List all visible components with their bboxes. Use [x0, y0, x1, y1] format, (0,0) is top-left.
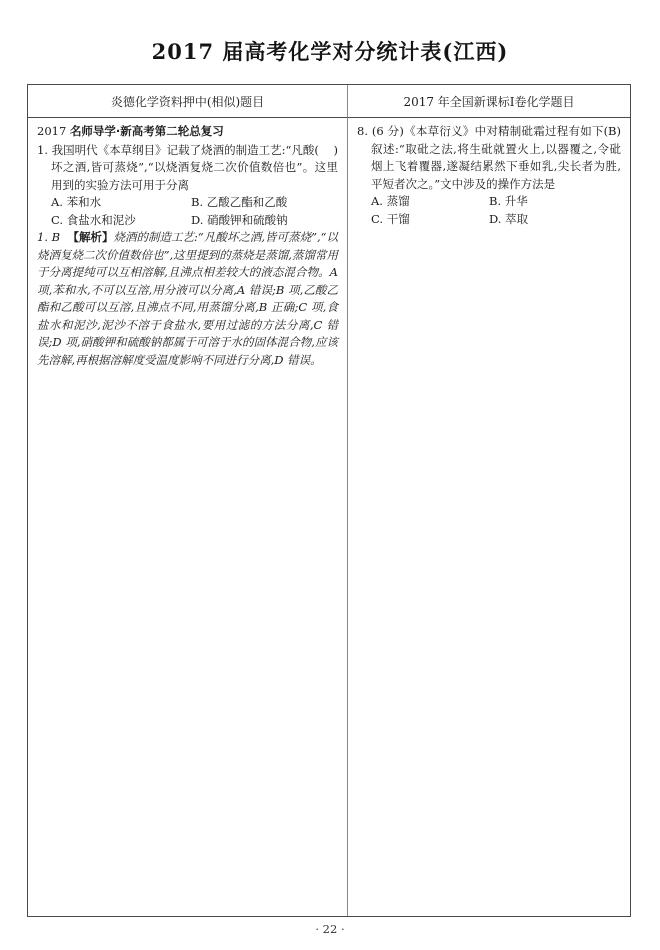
option-c: C. 干馏 — [371, 211, 410, 226]
option-a: A. 苯和水 — [51, 195, 102, 209]
analysis-text: 烧酒的制造工艺:“凡酸坏之酒,皆可蒸烧”,“以烧酒复烧二次价值数倍也”,这里提到的蒸烧是蒸馏,蒸馏常用于分离提纯可以互相溶解,且沸点相差较大的液态混合物。A 项,苯和水,不可以互溶,用分液可以分离,A 错误;B 项,乙酸乙酯和乙酸可以互溶,且沸点不同,用蒸馏分离,B 正确;C 项,食盐水和泥沙,泥沙不溶于食盐水,要用过滤的方法分离,C 错误;D 项,硝酸钾和硫酸钠都属于可溶于水的固体混合物,应该先溶解,再根据溶解度受温度影响不同进行分离,D 错误。 — [37, 230, 339, 367]
option-row — [371, 211, 621, 229]
source-year: 2017 — [37, 124, 70, 138]
page-number: · 22 · — [315, 922, 345, 936]
option-b: B. 升华 — [489, 194, 528, 208]
option-b: B. 乙酸乙酯和乙酸 — [191, 195, 288, 209]
comparison-table — [27, 84, 631, 917]
table-header-right — [348, 85, 630, 118]
option-c: C. 食盐水和泥沙 — [51, 212, 136, 227]
question-8-answer-bracket: (B) — [603, 124, 621, 138]
question-8-text: (B) 8. (6 分)《本草衍义》中对精制砒霜过程有如下叙述:“取砒之法,将生砒就置火上,以器覆之,令砒烟上飞着覆器,遂凝结累然下垂如乳,尖长者为胜,平短者次之。”文中涉及的操作方法是 — [357, 124, 621, 191]
option-d: D. 硝酸钾和硫酸钠 — [191, 212, 288, 227]
table-header-left — [28, 85, 348, 118]
page-title: 2017 届高考化学对分统计表(江西) — [151, 39, 509, 64]
option-a: A. 蒸馏 — [371, 194, 410, 208]
header-left-label: 炎德化学资料押中(相似)题目 — [110, 94, 265, 109]
analysis-label: 【解析】 — [67, 230, 114, 244]
source-line — [37, 123, 338, 141]
question-1-analysis — [37, 229, 338, 369]
analysis-answer-number: 1. B — [37, 230, 68, 244]
question-1-options — [51, 194, 338, 229]
left-column-cell — [28, 118, 348, 916]
header-right-label: 2017 年全国新课标Ⅰ卷化学题目 — [403, 94, 575, 109]
source-title: 名师导学·新高考第二轮总复习 — [69, 124, 224, 138]
option-row — [371, 193, 621, 211]
question-1-answer-bracket: ( ) — [314, 142, 338, 157]
question-1-text: ( ) 1. 我国明代《本草纲目》记载了烧酒的制造工艺:“凡酸坏之酒,皆可蒸烧”,“以烧酒复烧二次价值数倍也”。这里用到的实验方法可用于分离 — [37, 142, 338, 192]
right-column-cell — [348, 118, 630, 916]
option-d: D. 萃取 — [489, 211, 529, 226]
option-row — [51, 194, 338, 212]
option-row — [51, 212, 338, 230]
question-8-options — [371, 193, 621, 228]
